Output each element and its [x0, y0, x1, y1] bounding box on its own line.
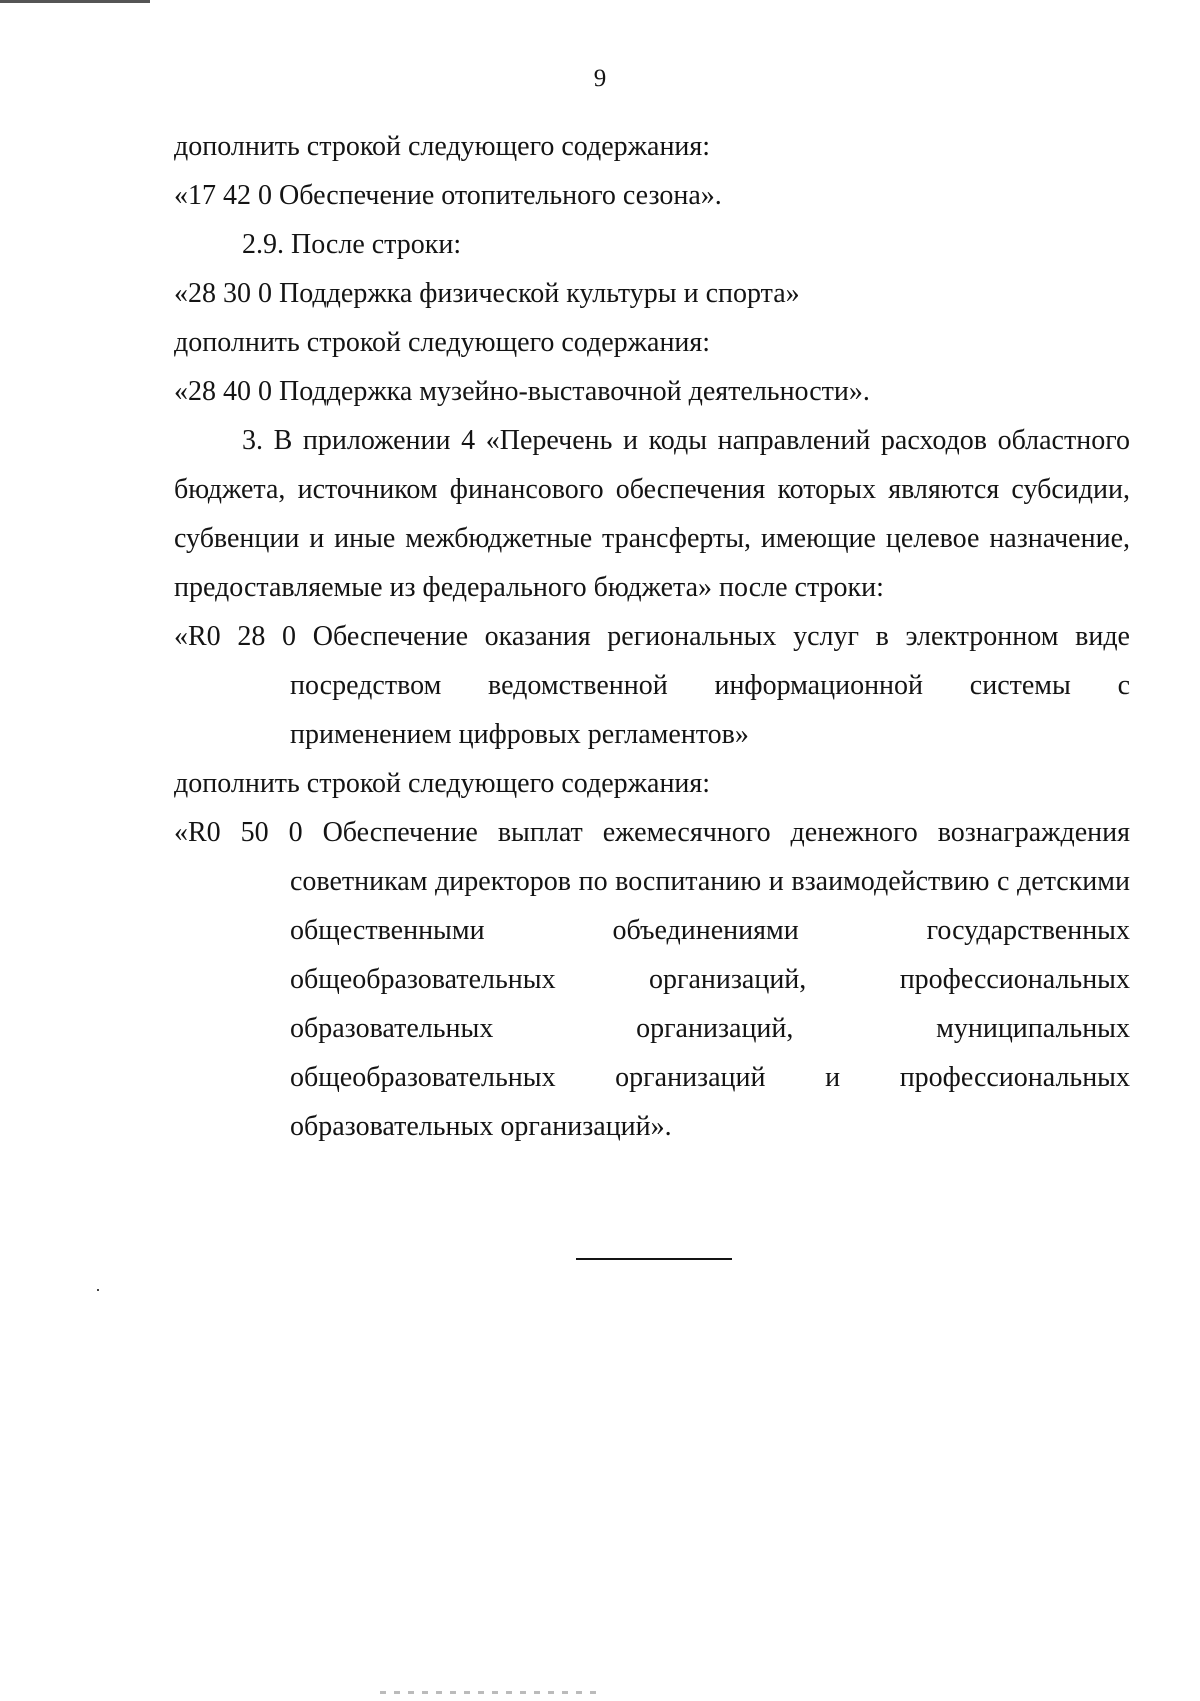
scan-speck: [97, 1289, 99, 1291]
paragraph-line: 3. В приложении 4 «Перечень и коды направлений расходов областного: [242, 425, 1130, 456]
page-number: 9: [593, 65, 607, 92]
entry-continuation: образовательных организаций, муниципальных: [290, 1013, 1130, 1044]
entry-continuation: посредством ведомственной информационной системы с: [290, 670, 1130, 701]
scan-bottom-marks: [380, 1691, 600, 1694]
entry-continuation: применением цифровых регламентов»: [290, 719, 749, 750]
text-line: дополнить строкой следующего содержания:: [174, 131, 711, 162]
text-line: «17 42 0 Обеспечение отопительного сезона».: [174, 180, 722, 211]
text-line: «28 30 0 Поддержка физической культуры и спорта»: [174, 278, 800, 309]
paragraph-line: предоставляемые из федерального бюджета» после строки:: [174, 572, 884, 603]
entry-continuation: образовательных организаций».: [290, 1111, 672, 1142]
entry-continuation: общественными объединениями государственных: [290, 915, 1130, 946]
text-line: дополнить строкой следующего содержания:: [174, 327, 711, 358]
entry-line: «R0 50 0 Обеспечение выплат ежемесячного денежного вознаграждения: [174, 817, 1130, 848]
entry-continuation: общеобразовательных организаций, профессиональных: [290, 964, 1130, 995]
paragraph-line: субвенции и иные межбюджетные трансферты, имеющие целевое назначение,: [174, 523, 1130, 554]
section-heading: 2.9. После строки:: [242, 229, 462, 260]
paragraph-line: бюджета, источником финансового обеспечения которых являются субсидии,: [174, 474, 1130, 505]
scan-edge-mark: [0, 0, 150, 3]
document-body: [174, 122, 1130, 1151]
entry-continuation: общеобразовательных организаций и профессиональных: [290, 1062, 1130, 1093]
text-line: дополнить строкой следующего содержания:: [174, 768, 711, 799]
text-line: «28 40 0 Поддержка музейно-выставочной деятельности».: [174, 376, 870, 407]
closing-rule: [576, 1258, 732, 1260]
entry-continuation: советникам директоров по воспитанию и взаимодействию с детскими: [290, 866, 1130, 897]
entry-line: «R0 28 0 Обеспечение оказания региональных услуг в электронном виде: [174, 621, 1130, 652]
